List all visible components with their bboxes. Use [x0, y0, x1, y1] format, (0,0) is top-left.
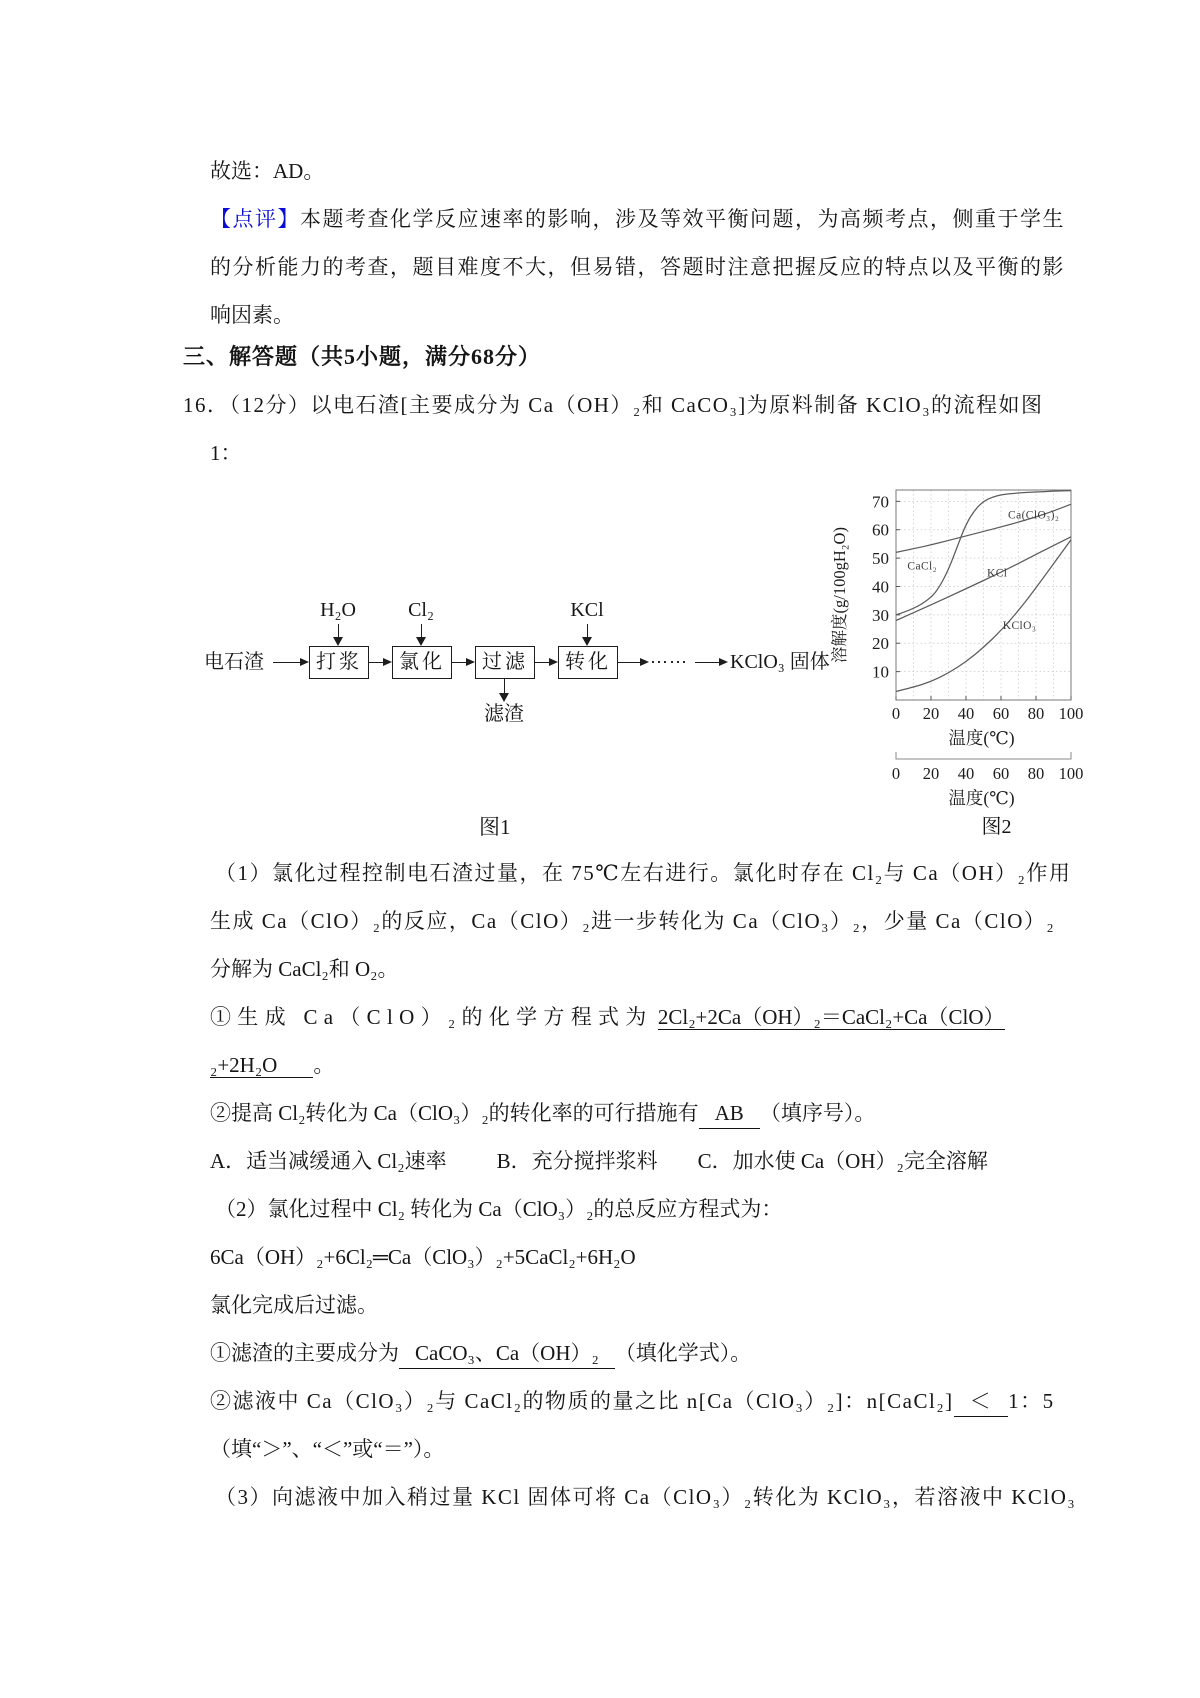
y-tick-label: 60 — [872, 520, 889, 540]
figure2-solubility-chart — [788, 455, 1088, 855]
question16-intro-line2: 1： — [210, 441, 242, 465]
comment-text: 本题考查化学反应速率的影响，涉及等效平衡问题，为高频考点，侧重于学生 — [300, 207, 1065, 231]
sub-question-3-suffix: （填化学式）。 — [614, 1341, 752, 1365]
curve-label-CaCl₂: CaCl₂ — [907, 560, 938, 573]
flow-product-label: KClO₃ 固体 — [730, 651, 830, 673]
sub-question-2-prompt: ②提高 Cl₂转化为 Ca（ClO₃）₂的转化率的可行措施有 — [210, 1101, 699, 1125]
sub-question-2-line — [210, 1098, 875, 1129]
sub-question-4-hint-line: （填“＞”、“＜”或“＝”）。 — [210, 1437, 445, 1461]
secondary-x-tick-label: 0 — [891, 764, 901, 783]
comment-tag: 【点评】 — [210, 207, 300, 231]
curve-KCl — [896, 537, 1071, 621]
flow-arrow-icon — [369, 662, 383, 663]
sub-question-2-answer-blank: AB — [699, 1098, 760, 1129]
section-header: 三、解答题（共5小题，满分68分） — [183, 344, 542, 369]
sub-question-1-period: 。 — [313, 1053, 335, 1077]
paragraph-2-equation: 6Ca（OH）₂+6Cl₂═Ca（ClO₃）₂+5CaCl₂+6H₂O — [210, 1245, 636, 1269]
flow-arrow-icon — [618, 662, 640, 663]
y-axis-label: 溶解度(g/100gH₂O) — [830, 527, 849, 663]
x-tick-label: 20 — [922, 704, 940, 723]
flow-arrow-icon — [695, 662, 719, 663]
x-tick-label: 60 — [992, 704, 1010, 723]
option-a: A．适当减缓通入 Cl₂速率 — [210, 1149, 447, 1173]
comment-paragraph-line3: 响因素。 — [210, 303, 294, 327]
secondary-x-tick-label: 60 — [992, 764, 1010, 783]
x-tick-label: 100 — [1058, 704, 1084, 723]
y-tick-label: 30 — [872, 605, 889, 625]
sub-question-4-answer-blank: ＜ — [954, 1386, 1009, 1417]
comment-paragraph-line2: 的分析能力的考查，题目难度不大，但易错，答题时注意把握反应的特点以及平衡的影 — [210, 255, 1065, 279]
secondary-x-tick-label: 40 — [957, 764, 975, 783]
flow-down-arrow-icon — [587, 624, 588, 637]
secondary-x-tick-label: 20 — [922, 764, 940, 783]
answer-choice-line: 故选：AD。 — [210, 159, 325, 183]
flow-input-kcl: KCl — [570, 599, 604, 621]
paragraph-1-line3: 分解为 CaCl₂和 O₂。 — [210, 957, 399, 981]
sub-question-3-prompt: ①滤渣的主要成分为 — [210, 1341, 399, 1365]
flow-down-arrow-icon — [421, 624, 422, 637]
x-tick-label: 0 — [891, 704, 901, 723]
paragraph-2-line3: 氯化完成后过滤。 — [210, 1293, 378, 1317]
y-tick-label: 20 — [872, 634, 889, 654]
flow-ellipsis: ⋯⋯ — [650, 652, 688, 672]
plot-border — [896, 490, 1071, 700]
comment-paragraph-line1 — [210, 204, 1065, 234]
paragraph-2-line1: （2）氯化过程中 Cl₂ 转化为 Ca（ClO₃）₂的总反应方程式为： — [215, 1197, 783, 1221]
sub-question-4-ratio: 1：5 — [1008, 1389, 1055, 1413]
curve-label-Ca(ClO₃)₂: Ca(ClO₃)₂ — [1008, 509, 1060, 522]
paragraph-1-line1: （1）氯化过程控制电石渣过量，在 75℃左右进行。氯化时存在 Cl₂与 Ca（OH）₂作用 — [215, 861, 1072, 885]
figure2-caption: 图2 — [981, 816, 1012, 838]
x-tick-label: 80 — [1027, 704, 1045, 723]
sub-question-1-answer-wrap-line — [210, 1050, 334, 1080]
flow-arrow-icon — [535, 662, 549, 663]
paragraph-1-line2: 生成 Ca（ClO）₂的反应，Ca（ClO）₂进一步转化为 Ca（ClO₃）₂，少量 Ca（ClO）₂ — [210, 909, 1056, 933]
flow-step-filtration: 过滤 — [475, 646, 535, 679]
y-tick-label: 10 — [872, 662, 889, 682]
flow-byproduct-label: 滤渣 — [484, 703, 524, 725]
option-b: B．充分搅拌浆料 — [496, 1149, 658, 1173]
secondary-x-axis-label: 温度(℃) — [948, 788, 1015, 808]
y-tick-label: 40 — [872, 577, 889, 597]
paragraph-3-line1: （3）向滤液中加入稍过量 KCl 固体可将 Ca（ClO₃）₂转化为 KClO₃，若溶液中 KClO₃ — [215, 1485, 1077, 1509]
sub-question-3-answer-blank: CaCO₃、Ca（OH）₂ — [399, 1338, 615, 1369]
flow-source-label: 电石渣 — [204, 651, 264, 673]
secondary-axis-line — [896, 752, 1071, 759]
flow-step-chlorination: 氯化 — [392, 646, 452, 679]
secondary-x-tick-label: 100 — [1058, 764, 1084, 783]
sub-question-2-suffix: （填序号）。 — [759, 1101, 876, 1125]
sub-question-1-answer-part1: 2Cl₂+2Ca（OH）₂＝CaCl₂+Ca（ClO） — [657, 1005, 1005, 1029]
flow-input-water: H₂O — [320, 599, 356, 621]
secondary-x-tick-label: 80 — [1027, 764, 1045, 783]
sub-question-1-answer-part2: ₂+2H₂O — [210, 1053, 313, 1078]
figure1-flow-diagram — [190, 590, 890, 750]
options-line — [210, 1146, 988, 1176]
curve-label-KClO₃: KClO₃ — [1002, 620, 1037, 633]
figure1-caption: 图1 — [479, 815, 511, 839]
y-tick-label: 50 — [872, 549, 889, 569]
sub-question-3-line — [210, 1338, 751, 1369]
flow-down-arrow-icon — [504, 679, 505, 693]
flow-down-arrow-icon — [338, 624, 339, 637]
y-tick-label: 70 — [872, 492, 889, 512]
flow-input-chlorine: Cl₂ — [408, 599, 434, 621]
x-axis-label: 温度(℃) — [948, 728, 1015, 748]
sub-question-1-prompt: ①生成 Ca（ClO）₂的化学方程式为 — [210, 1005, 653, 1029]
flow-arrow-icon — [273, 662, 300, 663]
sub-question-4-prompt: ②滤液中 Ca（ClO₃）₂与 CaCl₂的物质的量之比 n[Ca（ClO₃）₂]：n[CaCl₂] — [210, 1389, 954, 1413]
sub-question-4-line — [210, 1386, 1055, 1417]
flow-step-conversion: 转化 — [558, 646, 618, 679]
option-c: C．加水使 Ca（OH）₂完全溶解 — [697, 1149, 988, 1173]
curve-label-KCl: KCl — [987, 567, 1008, 580]
x-tick-label: 40 — [957, 704, 975, 723]
sub-question-1-line — [210, 1002, 1005, 1032]
flow-step-pulping: 打浆 — [309, 646, 369, 679]
flow-arrow-icon — [452, 662, 466, 663]
question16-intro-line1: 16．（12分）以电石渣[主要成分为 Ca（OH）₂和 CaCO₃]为原料制备 KClO₃的流程如图 — [183, 393, 1044, 417]
